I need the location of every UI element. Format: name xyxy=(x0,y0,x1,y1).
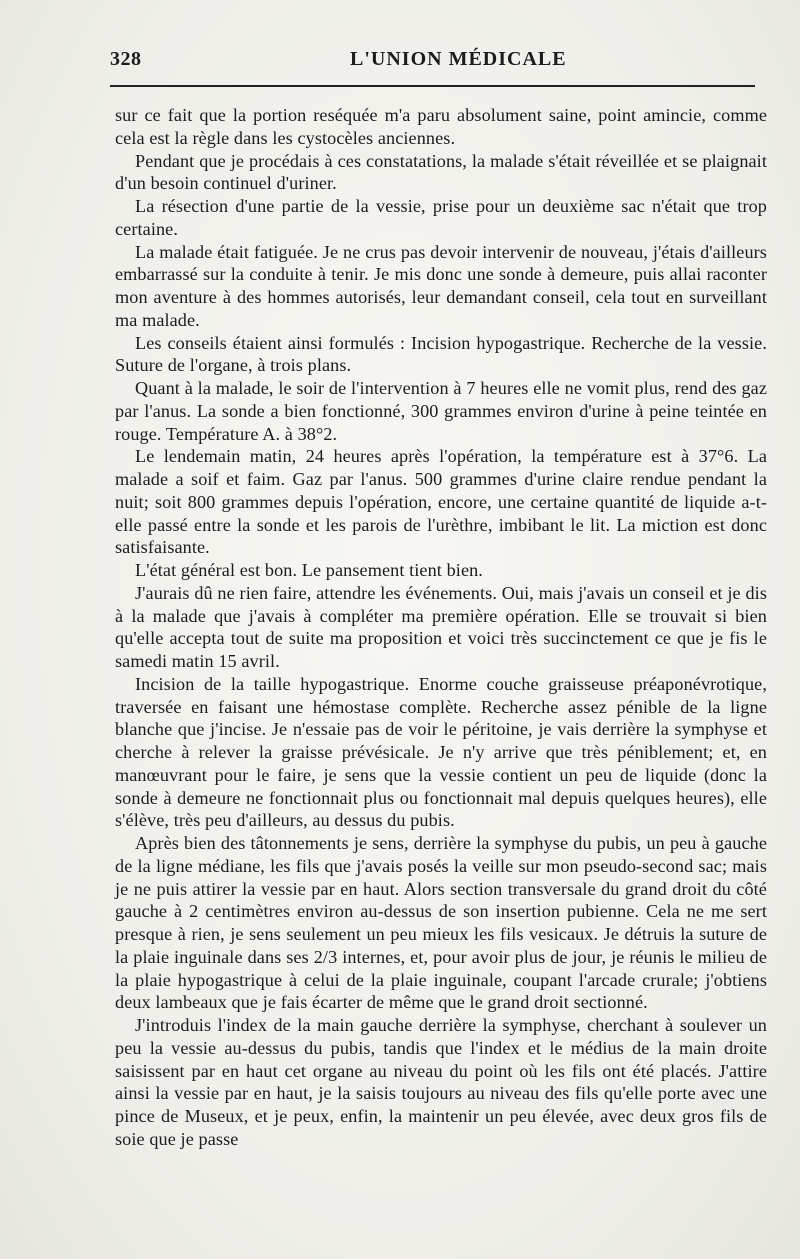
page-header xyxy=(110,48,750,76)
running-title: L'UNION MÉDICALE xyxy=(350,48,567,70)
paragraph: La malade était fatiguée. Je ne crus pas devoir intervenir de nouveau, j'étais d'ailleurs embarrassé sur la conduite à tenir. Je mis donc une sonde à demeure, puis allai raconter mon aventure à des hommes autorisés, leur demandant conseil, cela tout en surveillant ma malade. xyxy=(115,241,767,330)
header-rule xyxy=(110,85,755,87)
paragraph: Après bien des tâtonnements je sens, derrière la symphyse du pubis, un peu à gauche de la ligne médiane, les fils que j'avais posés la veille sur mon pseudo-second sac; mais je ne puis attirer la vessie par en haut. Alors section transversale du grand droit du côté gauche à 2 centimètres environ au-dessus de son insertion pubienne. Cela ne me sert presque à rien, je sens seulement un peu mieux les fils vesicaux. Je détruis la suture de la plaie inguinale dans ses 2/3 internes, et, pour avoir plus de jour, je réunis le milieu de la plaie hypogastrique à celui de la plaie inguinale, coupant l'arcade crurale; j'obtiens deux lambeaux que je fais écarter de même que le grand droit sectionné. xyxy=(115,833,767,1013)
page-number: 328 xyxy=(110,48,142,70)
paragraph: L'état général est bon. Le pansement tient bien. xyxy=(135,560,483,580)
paragraph: La résection d'une partie de la vessie, prise pour un deuxième sac n'était que trop certaine. xyxy=(115,196,767,239)
paragraph: sur ce fait que la portion reséquée m'a paru absolument saine, point amincie, comme cela est la règle dans les cystocèles anciennes. xyxy=(115,105,767,148)
paragraph: Quant à la malade, le soir de l'intervention à 7 heures elle ne vomit plus, rend des gaz par l'anus. La sonde a bien fonctionné, 300 grammes environ d'urine à peine teintée en rouge. Température A. à 38°2. xyxy=(115,378,767,444)
paragraph: J'introduis l'index de la main gauche derrière la symphyse, cherchant à soulever un peu la vessie au-dessus du pubis, tandis que l'index et le médius de la main droite saisissent par en haut cet organe au niveau du point où les fils ont été placés. J'attire ainsi la vessie par en haut, je la saisis toujours au niveau des fils qu'elle porte avec une pince de Museux, et je peux, enfin, la maintenir un peu élevée, avec deux gros fils de soie que je passe xyxy=(115,1015,767,1149)
paragraph: J'aurais dû ne rien faire, attendre les événements. Oui, mais j'avais un conseil et je dis à la malade que j'avais à compléter ma première opération. Elle se trouvait si bien qu'elle accepta tout de suite ma proposition et voici très succinctement ce que je fis le samedi matin 15 avril. xyxy=(115,582,767,671)
paragraph: Les conseils étaient ainsi formulés : Incision hypogastrique. Recherche de la vessie. Suture de l'organe, à trois plans. xyxy=(115,332,767,376)
paragraph: Pendant que je procédais à ces constatations, la malade s'était réveillée et se plaignait d'un besoin continuel d'uriner. xyxy=(115,150,767,194)
paragraph: Le lendemain matin, 24 heures après l'opération, la température est à 37°6. La malade a soif et faim. Gaz par l'anus. 500 grammes d'urine claire rendue pendant la nuit; soit 800 grammes depuis l'opération, encore, une certaine quantité de liquide a-t-elle passé entre la sonde et les parois de l'urèthre, imbibant le lit. La miction est donc satisfaisante. xyxy=(115,446,767,558)
article-body xyxy=(115,104,767,1151)
paragraph: Incision de la taille hypogastrique. Enorme couche graisseuse préaponévrotique, traversée en faisant une hémostase complète. Recherche assez pénible de la ligne blanche que j'incise. Je n'essaie pas de voir le péritoine, je vais derrière la symphyse et cherche à relever la graisse prévésicale. Je n'y arrive que très péniblement; et, en manœuvrant pour le faire, je sens que la vessie contient un peu de liquide (donc la sonde à demeure ne fonctionnait plus ou fonctionnait mal depuis quelques heures), elle s'élève, très peu d'ailleurs, au dessus du pubis. xyxy=(115,673,767,831)
